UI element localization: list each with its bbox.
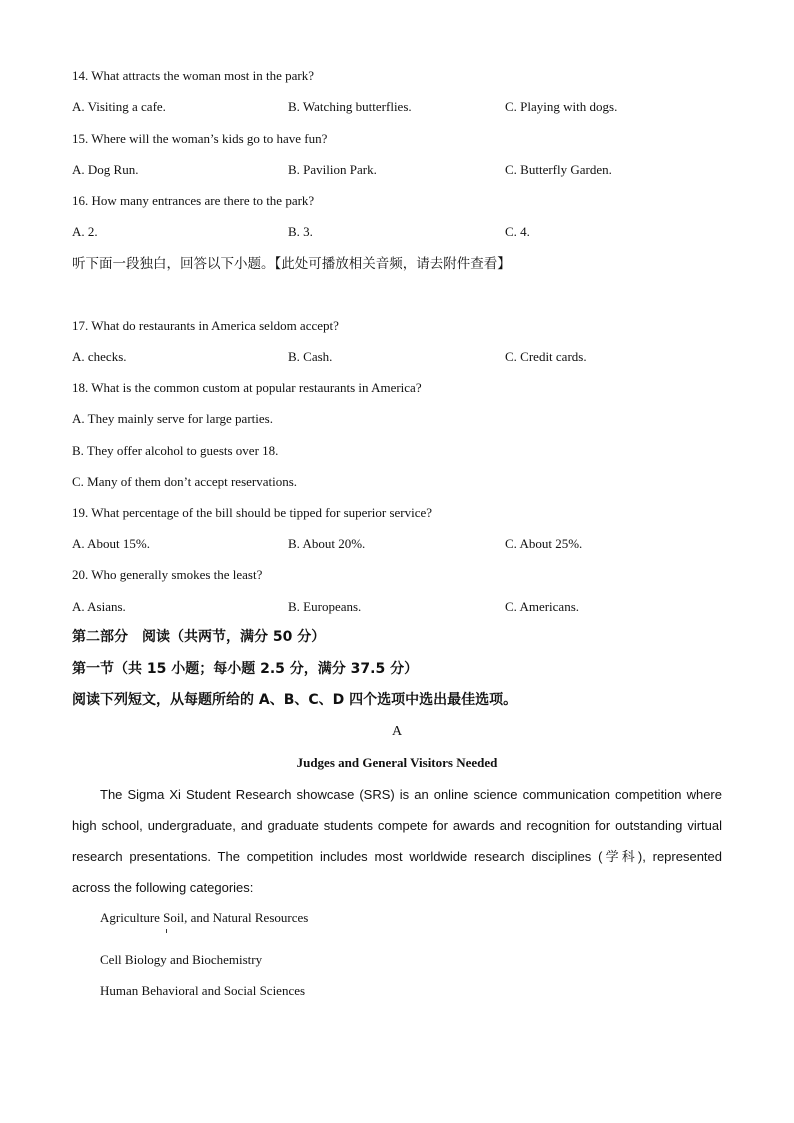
option-c: C. Many of them don’t accept reservations. [72, 474, 298, 489]
option-a: A. Dog Run. [72, 162, 139, 177]
option-b: B. Pavilion Park. [288, 162, 377, 177]
option-b: B. They offer alcohol to guests over 18. [72, 443, 279, 458]
part-heading: 第二部分 阅读（共两节，满分 50 分） [72, 629, 326, 645]
listening-instruction: 听下面一段独白，回答以下小题。【此处可播放相关音频，请去附件查看】 [72, 256, 511, 272]
reading-instruction: 阅读下列短文，从每题所给的 A、B、C、D 四个选项中选出最佳选项。 [72, 692, 518, 708]
option-a: A. About 15%. [72, 536, 150, 551]
passage-title: Judges and General Visitors Needed [296, 755, 498, 770]
question-stem: 14. What attracts the woman most in the park? [72, 68, 314, 83]
option-b: B. Europeans. [288, 599, 362, 614]
category-item: Cell Biology and Biochemistry [100, 952, 263, 967]
option-b: B. 3. [288, 224, 313, 239]
option-c: C. Playing with dogs. [505, 99, 618, 114]
section-heading: 第一节（共 15 小题；每小题 2.5 分，满分 37.5 分） [72, 661, 419, 677]
option-c: C. 4. [505, 224, 530, 239]
option-b: B. Cash. [288, 349, 333, 364]
category-item: Human Behavioral and Social Sciences [100, 983, 306, 998]
option-c: C. About 25%. [505, 536, 583, 551]
option-b: B. About 20%. [288, 536, 366, 551]
option-a: A. They mainly serve for large parties. [72, 411, 273, 426]
question-stem: 19. What percentage of the bill should be tipped for superior service? [72, 505, 433, 520]
option-c: C. Credit cards. [505, 349, 587, 364]
option-a: A. checks. [72, 349, 127, 364]
option-a: A. Visiting a cafe. [72, 99, 166, 114]
option-c: C. Americans. [505, 599, 580, 614]
option-c: C. Butterfly Garden. [505, 162, 612, 177]
category-item: Agriculture Soil, and Natural Resources [100, 910, 309, 925]
passage-letter: A [391, 724, 403, 739]
question-stem: 17. What do restaurants in America seldom accept? [72, 318, 339, 333]
stray-mark [166, 929, 167, 933]
question-stem: 20. Who generally smokes the least? [72, 567, 263, 582]
option-a: A. 2. [72, 224, 98, 239]
question-stem: 16. How many entrances are there to the park? [72, 193, 315, 208]
passage-body: The Sigma Xi Student Research showcase (SRS) is an online science communication competition where high school, undergraduate, and graduate students compete for awards and recognition for outstanding virtual research presentations. The competition includes most worldwide research disciplines (学科), represented across the following categories: [72, 787, 722, 895]
option-b: B. Watching butterflies. [288, 99, 412, 114]
question-stem: 18. What is the common custom at popular restaurants in America? [72, 380, 422, 395]
question-stem: 15. Where will the woman’s kids go to have fun? [72, 131, 328, 146]
option-a: A. Asians. [72, 599, 126, 614]
